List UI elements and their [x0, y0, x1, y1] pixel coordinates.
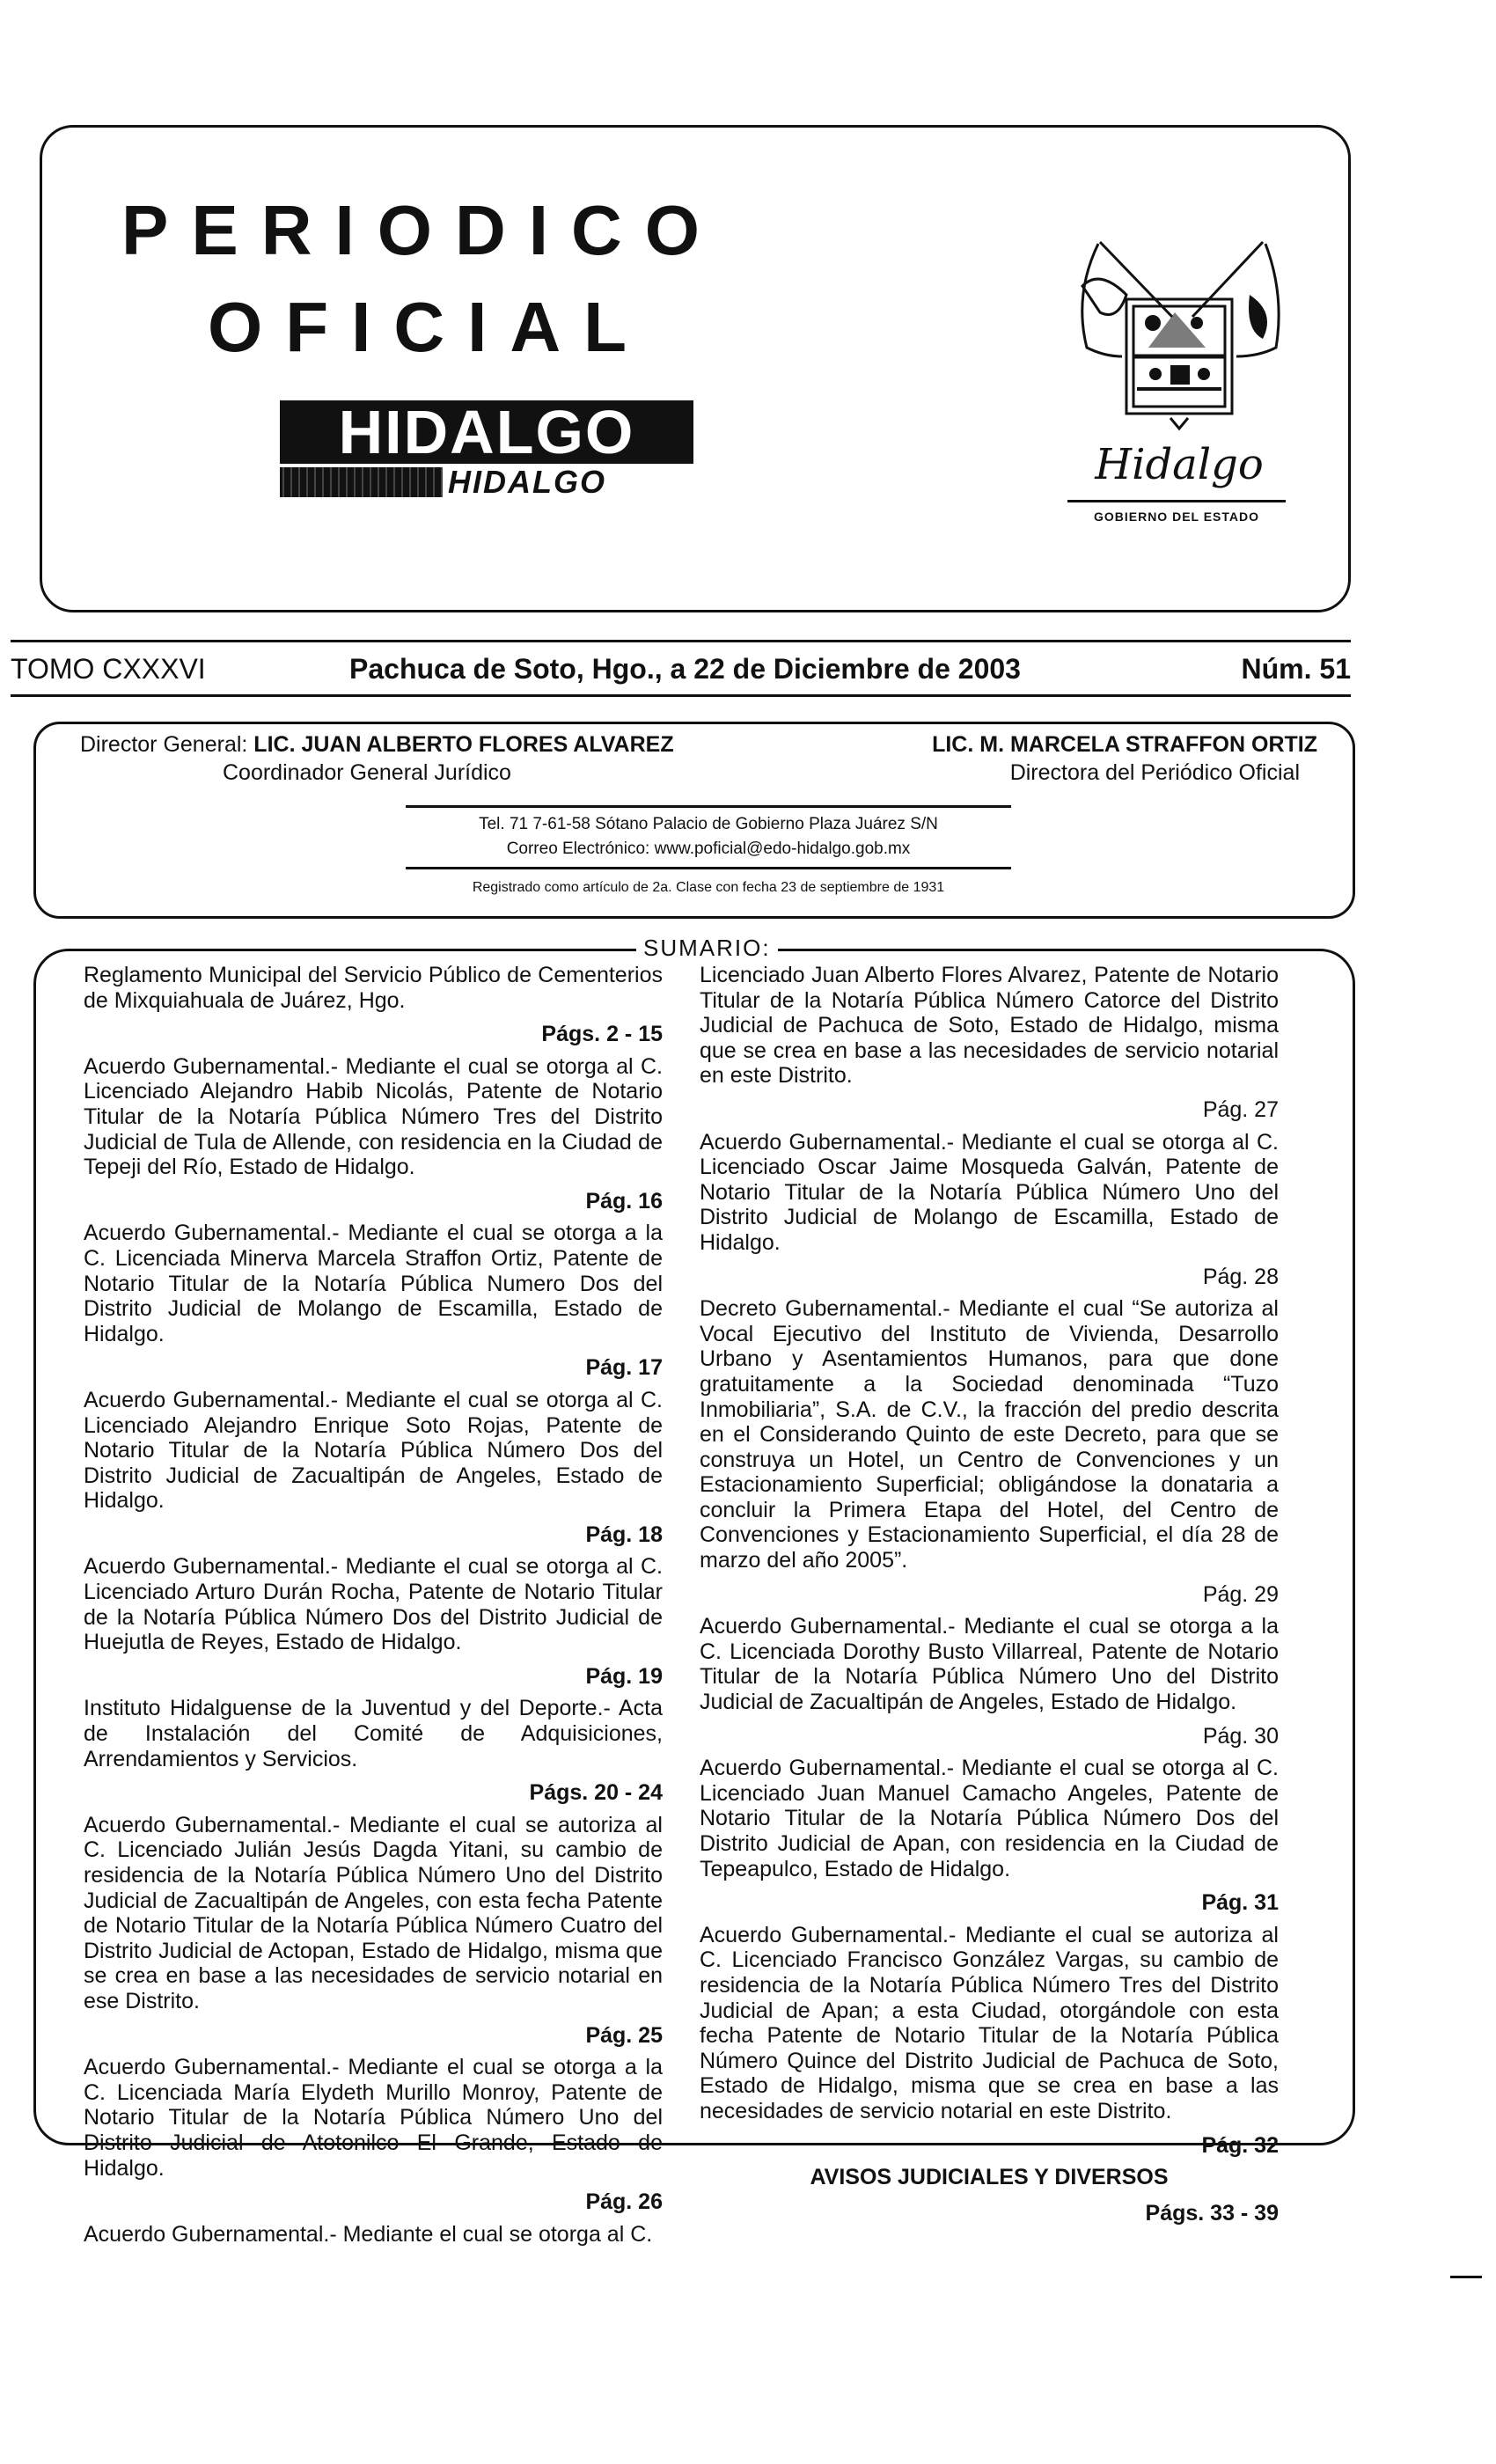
sumario-right-column: [700, 963, 1279, 2226]
entry-pages: Pág. 19: [585, 1663, 663, 1689]
hidalgo-wordmark-bottom-text: HIDALGO: [448, 464, 606, 500]
sumario-entry: [84, 963, 663, 1047]
hidalgo-wordmark-top-text: HIDALGO: [338, 400, 635, 464]
directory-box: [33, 722, 1355, 919]
hatch-bar: [280, 467, 443, 497]
hidalgo-script-logo: Hidalgo: [1095, 440, 1264, 489]
hidalgo-wordmark-logo: [280, 400, 693, 499]
sumario-left-column: [84, 963, 663, 2247]
coat-of-arms-icon: [1065, 224, 1294, 436]
contact-telephone: Tel. 71 7-61-58 Sótano Palacio de Gobierno Plaza Juárez S/N: [479, 815, 938, 833]
entry-pages: Pág. 16: [585, 1188, 663, 1214]
dateline: Pachuca de Soto, Hgo., a 22 de Diciembre de 2003: [349, 653, 1021, 685]
tomo-top-rule: [11, 640, 1351, 642]
entry-text: Acuerdo Gubernamental.- Mediante el cual se otorga a la C. Licenciada Dorothy Busto Villarreal, Patente de Notario Titular de la Notaría Pública Número Uno del Distrito Judicial de Zacualtipán de Angeles, Estado de Hidalgo.: [700, 1614, 1279, 1715]
director-general-prefix: Director General:: [80, 732, 254, 757]
contact-email: Correo Electrónico: www.poficial@edo-hidalgo.gob.mx: [506, 840, 911, 858]
entry-pages: Pág. 17: [585, 1355, 663, 1381]
sumario-entry: [84, 1054, 663, 1214]
entry-pages: Pág. 29: [1202, 1581, 1279, 1607]
section-heading-avisos: AVISOS JUDICIALES Y DIVERSOS: [810, 2165, 1169, 2190]
government-label: GOBIERNO DEL ESTADO: [1093, 510, 1260, 524]
sumario-entry: [84, 1388, 663, 1548]
entry-text: Acuerdo Gubernamental.- Mediante el cual se otorga al C. Licenciado Juan Manuel Camacho Angeles, Patente de Notario Titular de la Notaría Pública Número Dos del Distrito Judicial de Apan, con residencia en la Ciudad de Tepeapulco, Estado de Hidalgo.: [700, 1756, 1279, 1881]
sumario-entry: [700, 1923, 1279, 2158]
entry-pages: Pág. 30: [1202, 1723, 1279, 1749]
entry-text: Instituto Hidalguense de la Juventud y del Deporte.- Acta de Instalación del Comité de Adquisiciones, Arrendamientos y Servicios.: [84, 1696, 663, 1771]
entry-pages: Pág. 31: [1201, 1890, 1279, 1916]
issue-number: Núm. 51: [1241, 653, 1351, 685]
entry-pages: Pág. 18: [585, 1522, 663, 1547]
entry-pages: Págs. 2 - 15: [541, 1022, 663, 1047]
entry-text: Reglamento Municipal del Servicio Público de Cementerios de Mixquiahuala de Juárez, Hgo.: [84, 963, 663, 1013]
sumario-entry: [84, 1696, 663, 1805]
entry-pages: Pág. 27: [1202, 1096, 1279, 1122]
director-general: [80, 731, 674, 758]
entry-text: Acuerdo Gubernamental.- Mediante el cual se autoriza al C. Licenciado Francisco González Vargas, su cambio de residencia de la Notaría Pública Número Tres del Distrito Judicial de Apan; a esta Ciudad, otorgándole con esta fecha Patente de Notario Titular de la Notaría Pública Número Quince del Distrito Judicial de Pachuca de Soto, Estado de Hidalgo, misma que se crea en base a las necesidades de servicio notarial en este Distrito.: [700, 1922, 1279, 2123]
section-pages-avisos: Págs. 33 - 39: [1145, 2200, 1279, 2226]
issue-line: [11, 651, 1351, 688]
sumario-entry: [700, 1296, 1279, 1607]
director-general-role: Coordinador General Jurídico: [223, 760, 511, 785]
entry-text: Acuerdo Gubernamental.- Mediante el cual se otorga al C. Licenciado Arturo Durán Rocha, Patente de Notario Titular de la Notaría Pública Número Dos del Distrito Judicial de Huejutla de Reyes, Estado de Hidalgo.: [84, 1554, 663, 1655]
director-general-name: LIC. JUAN ALBERTO FLORES ALVAREZ: [253, 732, 674, 757]
entry-pages: Pág. 26: [585, 2189, 663, 2215]
sumario-entry: [700, 963, 1279, 1123]
entry-text: Acuerdo Gubernamental.- Mediante el cual se otorga a la C. Licenciada Minerva Marcela Straffon Ortiz, Patente de Notario Titular de la Notaría Pública Numero Dos del Distrito Judicial de Molango de Escamilla, Estado de Hidalgo.: [84, 1221, 663, 1346]
entry-text: Decreto Gubernamental.- Mediante el cual “Se autoriza al Vocal Ejecutivo del Instituto de Vivienda, Desarrollo Urbano y Asentamientos Humanos, para que done gratuitamente a la Sociedad denominada “Tuzo Inmobiliaria”, S.A. de C.V., la fracción del predio descrita en el Considerando Quinto de este Decreto, para que se construya un Hotel, un Centro de Convenciones y un Estacionamiento Superficial; obligándose la donataria a concluir la Primera Etapa del Hotel, del Centro de Convenciones y Estacionamiento Superficial, el día 28 de marzo del año 2005”.: [700, 1296, 1279, 1573]
contact-rule-bottom: [406, 867, 1011, 869]
sumario-label: SUMARIO:: [636, 935, 778, 961]
entry-text: Licenciado Juan Alberto Flores Alvarez, Patente de Notario Titular de la Notaría Pública Número Catorce del Distrito Judicial de Pachuca de Soto, Estado de Hidalgo, misma que se crea en base a las necesidades de servicio notarial en este Distrito.: [700, 963, 1279, 1089]
directora-role: Directora del Periódico Oficial: [1009, 760, 1300, 785]
entry-pages: Pág. 32: [1201, 2132, 1279, 2158]
sumario-entry: [700, 1130, 1279, 1290]
entry-text: Acuerdo Gubernamental.- Mediante el cual se otorga al C.: [84, 2221, 653, 2247]
hidalgo-wordmark-bottom: [280, 464, 693, 500]
sumario-entry: [84, 1554, 663, 1689]
entry-pages: Pág. 28: [1202, 1264, 1279, 1289]
entry-text: Acuerdo Gubernamental.- Mediante el cual se otorga al C. Licenciado Oscar Jaime Mosqueda Galván, Patente de Notario Titular de la Notaría Pública Número Uno del Distrito Judicial de Molango de Escamilla, Estado de Hidalgo.: [700, 1129, 1279, 1255]
sumario-entry: [84, 2055, 663, 2215]
directora-name: LIC. M. MARCELA STRAFFON ORTIZ: [932, 732, 1317, 757]
entry-text: Acuerdo Gubernamental.- Mediante el cual se autoriza al C. Licenciado Julián Jesús Dagda Yitani, su cambio de residencia de la Notaría Pública Número Uno del Distrito Judicial de Zacualtipán de Angeles, con esta fecha Patente de Notario Titular de la Notaría Pública Número Cuatro del Distrito Judicial de Actopan, Estado de Hidalgo, misma que se crea en base a las necesidades de servicio notarial en ese Distrito.: [84, 1812, 663, 2013]
sumario-entry-continued: [84, 2222, 663, 2248]
sumario-entry: [84, 1221, 663, 1381]
sumario-entry: [700, 1756, 1279, 1916]
registration-note: Registrado como artículo de 2a. Clase con fecha 23 de septiembre de 1931: [472, 880, 945, 895]
entry-pages: Pág. 25: [585, 2022, 663, 2048]
tomo-bottom-rule: [11, 694, 1351, 697]
sumario-entry: [700, 1614, 1279, 1749]
hidalgo-wordmark-top: [280, 400, 693, 464]
entry-text: Acuerdo Gubernamental.- Mediante el cual se otorga al C. Licenciado Alejandro Habib Nicolás, Patente de Notario Titular de la Notaría Pública Número Tres del Distrito Judicial de Tula de Allende, con residencia en la Ciudad de Tepeji del Río, Estado de Hidalgo.: [84, 1053, 663, 1180]
title-oficial: OFICIAL: [208, 288, 649, 366]
entry-text: Acuerdo Gubernamental.- Mediante el cual se otorga al C. Licenciado Alejandro Enrique Soto Rojas, Patente de Notario Titular de la Notaría Pública Número Dos del Distrito Judicial de Zacualtipán de Angeles, Estado de Hidalgo.: [84, 1387, 663, 1514]
entry-pages: Págs. 20 - 24: [529, 1780, 663, 1806]
entry-text: Acuerdo Gubernamental.- Mediante el cual se otorga a la C. Licenciada María Elydeth Murillo Monroy, Patente de Notario Titular de la Notaría Pública Número Uno del Distrito Judicial de Atotonilco El Grande, Estado de Hidalgo.: [84, 2055, 663, 2181]
scan-mark: [1450, 2276, 1482, 2278]
tomo-label: TOMO CXXXVI: [11, 653, 206, 685]
title-periodico: PERIODICO: [121, 191, 722, 269]
contact-rule-top: [406, 805, 1011, 808]
sumario-entry: [84, 1813, 663, 2048]
government-rule: [1067, 500, 1286, 502]
